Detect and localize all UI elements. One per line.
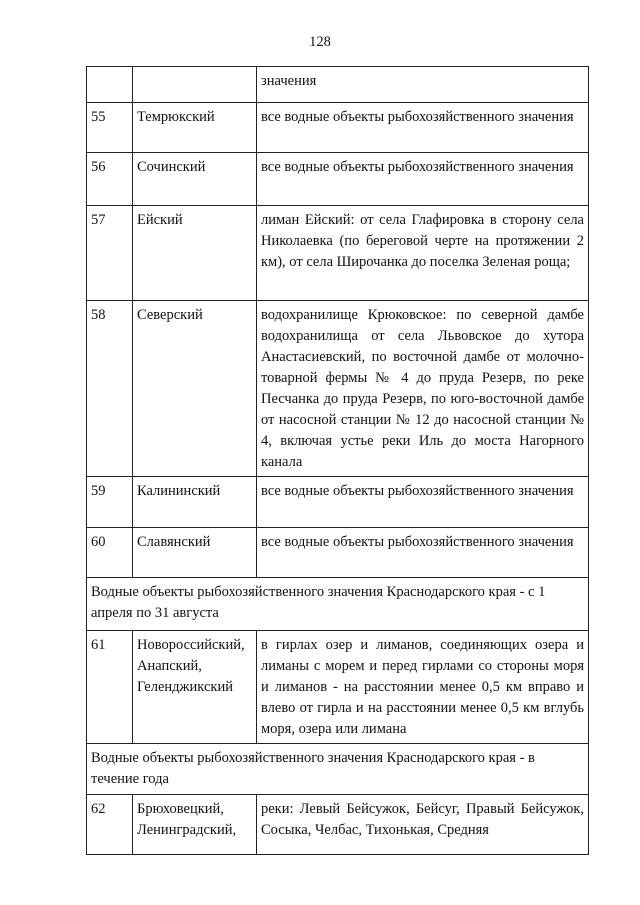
row-number: 57 [87, 206, 133, 301]
table-row [87, 67, 589, 103]
table-row [87, 795, 589, 855]
table-row [87, 153, 589, 206]
water-body-description: реки: Левый Бейсужок, Бейсуг, Правый Бейсужок, Сосыка, Челбас, Тихонькая, Средняя [257, 795, 589, 855]
district-name [133, 67, 257, 103]
table-row [87, 631, 589, 744]
water-body-description: значения [257, 67, 589, 103]
table-row [87, 103, 589, 153]
section-row [87, 744, 589, 795]
district-name: Славянский [133, 528, 257, 578]
district-name: Калининский [133, 477, 257, 528]
page-number: 128 [309, 34, 331, 50]
section-row [87, 578, 589, 631]
table-row [87, 528, 589, 578]
regulation-table [86, 66, 589, 855]
table-row [87, 477, 589, 528]
district-name: Сочинский [133, 153, 257, 206]
row-number [87, 67, 133, 103]
row-number: 58 [87, 301, 133, 477]
district-name: Северский [133, 301, 257, 477]
row-number: 59 [87, 477, 133, 528]
district-name: Брюховецкий, Ленинградский, [133, 795, 257, 855]
row-number: 62 [87, 795, 133, 855]
water-body-description: в гирлах озер и лиманов, соединяющих озера и лиманы с морем и перед гирлами со стороны моря и лиманов - на расстоянии менее 0,5 км вправо и влево от гирла и на расстоянии менее 0,5 км вглубь моря, озера или лимана [257, 631, 589, 744]
row-number: 60 [87, 528, 133, 578]
district-name: Темрюкский [133, 103, 257, 153]
district-name: Ейский [133, 206, 257, 301]
water-body-description: лиман Ейский: от села Глафировка в сторону села Николаевка (по береговой черте на протяжении 2 км), от села Широчанка до поселка Зеленая роща; [257, 206, 589, 301]
section-heading: Водные объекты рыбохозяйственного значения Краснодарского края - с 1 апреля по 31 августа [87, 578, 589, 631]
row-number: 61 [87, 631, 133, 744]
table-row [87, 206, 589, 301]
table-row [87, 301, 589, 477]
row-number: 56 [87, 153, 133, 206]
section-heading: Водные объекты рыбохозяйственного значения Краснодарского края - в течение года [87, 744, 589, 795]
water-body-description: все водные объекты рыбохозяйственного значения [257, 477, 589, 528]
water-body-description: все водные объекты рыбохозяйственного значения [257, 103, 589, 153]
water-body-description: все водные объекты рыбохозяйственного значения [257, 153, 589, 206]
row-number: 55 [87, 103, 133, 153]
district-name: Новороссийский, Анапский, Геленджикский [133, 631, 257, 744]
water-body-description: все водные объекты рыбохозяйственного значения [257, 528, 589, 578]
water-body-description: водохранилище Крюковское: по северной дамбе водохранилища от села Львовское до хутора Анастасиевский, по восточной дамбе от молочно-товарной фермы № 4 до пруда Резерв, по реке Песчанка до пруда Резерв, по юго-восточной дамбе от насосной станции № 12 до насосной станции № 4, включая устье реки Иль до моста Нагорного канала [257, 301, 589, 477]
